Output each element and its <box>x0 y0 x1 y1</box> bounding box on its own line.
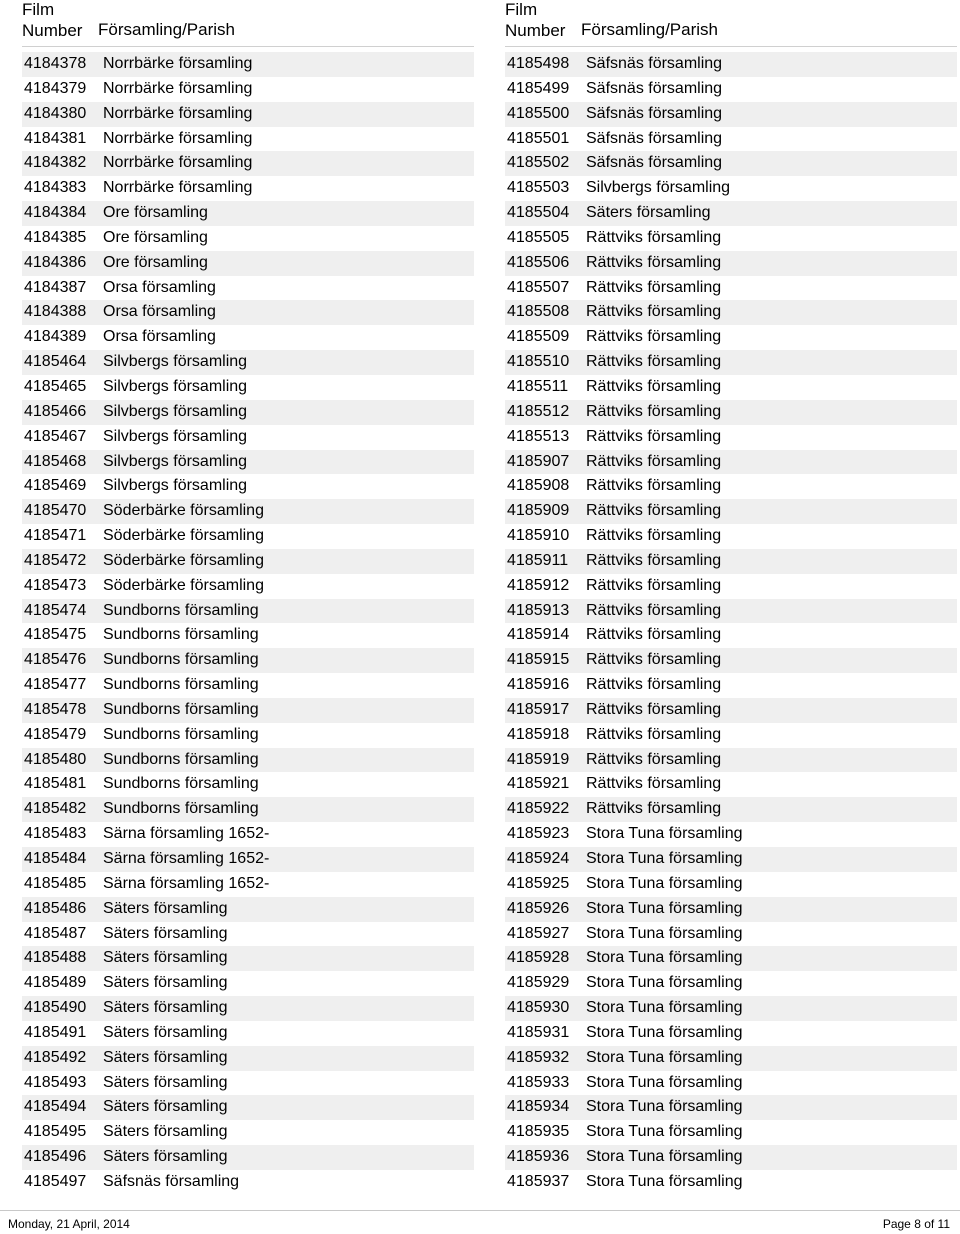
parish-name: Söderbärke församling <box>103 551 264 569</box>
table-row <box>505 102 957 127</box>
film-number: 4185467 <box>24 427 87 445</box>
table-row <box>505 772 957 797</box>
parish-name: Säters församling <box>103 899 228 917</box>
parish-name: Orsa församling <box>103 278 216 296</box>
film-number: 4184389 <box>24 328 87 346</box>
table-row <box>22 524 474 549</box>
parish-name: Norrbärke församling <box>103 104 253 122</box>
film-number: 4185481 <box>24 775 87 793</box>
film-number: 4185498 <box>507 55 570 72</box>
film-number: 4184388 <box>24 303 87 321</box>
parish-name: Silvbergs församling <box>103 452 248 470</box>
table-row <box>505 549 957 574</box>
film-number: 4185468 <box>24 452 87 470</box>
table-row <box>22 1120 474 1145</box>
table-row <box>505 450 957 475</box>
film-number: 4184381 <box>24 129 87 147</box>
parish-name: Ore församling <box>103 253 208 271</box>
parish-name: Silvbergs församling <box>103 427 248 445</box>
parish-name: Söderbärke församling <box>103 576 264 594</box>
table-row <box>22 375 474 400</box>
table-row <box>22 822 474 847</box>
film-number: 4185496 <box>24 1148 87 1166</box>
table-row <box>22 996 474 1021</box>
parish-name: Stora Tuna församling <box>586 1073 743 1091</box>
table-row <box>505 723 957 748</box>
parish-name: Söderbärke församling <box>103 502 264 520</box>
film-number: 4185510 <box>507 353 570 371</box>
film-number: 4185478 <box>24 700 87 718</box>
parish-name: Sundborns församling <box>103 626 259 644</box>
parish-name: Rättviks församling <box>586 700 722 718</box>
film-number: 4185484 <box>24 850 87 867</box>
table-row <box>505 822 957 847</box>
table-row <box>22 276 474 301</box>
film-number: 4185931 <box>507 1023 570 1041</box>
table-row <box>505 648 957 673</box>
parish-name: Stora Tuna församling <box>586 999 743 1017</box>
table-row <box>505 176 957 201</box>
parish-name: Rättviks församling <box>586 353 722 371</box>
film-number: 4185499 <box>507 79 570 97</box>
parish-name: Rättviks församling <box>586 576 722 594</box>
footer-page-number: Page 8 of 11 <box>882 1217 950 1231</box>
film-number: 4185933 <box>507 1073 570 1091</box>
film-number: 4185473 <box>24 576 87 594</box>
film-number: 4185512 <box>507 402 570 420</box>
number-header-label: Number <box>22 21 83 40</box>
parish-name: Säfsnäs församling <box>586 55 723 72</box>
film-number: 4185494 <box>24 1098 87 1116</box>
parish-name: Stora Tuna församling <box>586 874 743 892</box>
parish-name: Sundborns församling <box>103 800 259 818</box>
film-number: 4185924 <box>507 850 570 867</box>
film-number: 4185910 <box>507 527 570 545</box>
parish-name: Stora Tuna församling <box>586 850 743 867</box>
parish-name: Stora Tuna församling <box>586 1098 743 1116</box>
table-row <box>505 623 957 648</box>
parish-name: Säters församling <box>103 949 228 967</box>
film-number: 4185921 <box>507 775 570 793</box>
film-number: 4185465 <box>24 377 87 395</box>
parish-name: Stora Tuna församling <box>586 924 743 942</box>
parish-name: Rättviks församling <box>586 303 722 321</box>
film-number: 4185497 <box>24 1172 87 1190</box>
parish-name: Säfsnäs församling <box>586 154 723 172</box>
film-number: 4185936 <box>507 1148 570 1166</box>
table-row <box>22 127 474 152</box>
parish-name: Sundborns församling <box>103 676 259 694</box>
parish-name: Orsa församling <box>103 303 216 321</box>
parish-name: Silvbergs församling <box>103 377 248 395</box>
film-number: 4185493 <box>24 1073 87 1091</box>
table-row <box>505 127 957 152</box>
table-row <box>22 425 474 450</box>
table-row <box>22 599 474 624</box>
table-row <box>505 748 957 773</box>
parish-name: Säters församling <box>103 1048 228 1066</box>
film-header-label: Film <box>505 0 538 19</box>
film-number: 4185926 <box>507 899 570 917</box>
left-rows <box>22 52 474 1195</box>
film-number: 4185935 <box>507 1123 570 1141</box>
parish-name: Stora Tuna församling <box>586 974 743 992</box>
parish-name: Rättviks församling <box>586 626 722 644</box>
table-row <box>22 673 474 698</box>
parish-name: Norrbärke församling <box>103 179 253 197</box>
film-number: 4185495 <box>24 1123 87 1141</box>
table-row <box>505 77 957 102</box>
table-row <box>22 474 474 499</box>
table-row <box>505 1071 957 1096</box>
film-number: 4185479 <box>24 725 87 743</box>
table-row <box>505 872 957 897</box>
parish-name: Rättviks församling <box>586 452 722 470</box>
table-row <box>22 847 474 872</box>
film-number: 4185482 <box>24 800 87 818</box>
film-number: 4185509 <box>507 328 570 346</box>
parish-name: Söderbärke församling <box>103 527 264 545</box>
parish-name: Rättviks församling <box>586 750 722 768</box>
table-row <box>505 946 957 971</box>
table-row <box>22 450 474 475</box>
table-row <box>22 1046 474 1071</box>
footer-divider <box>0 1210 960 1211</box>
table-row <box>505 1095 957 1120</box>
table-row <box>505 499 957 524</box>
table-row <box>505 971 957 996</box>
parish-name: Rättviks församling <box>586 377 722 395</box>
table-row <box>505 797 957 822</box>
film-number: 4185472 <box>24 551 87 569</box>
film-number: 4185487 <box>24 924 87 942</box>
parish-name: Norrbärke församling <box>103 79 253 97</box>
table-row <box>22 1170 474 1195</box>
film-number: 4185476 <box>24 651 87 669</box>
parish-name: Säters församling <box>103 1098 228 1116</box>
parish-name: Säfsnäs församling <box>103 1172 240 1190</box>
table-row <box>505 897 957 922</box>
table-row <box>22 350 474 375</box>
film-number: 4185500 <box>507 104 570 122</box>
number-header-label: Number <box>505 21 566 40</box>
parish-name: Särna församling 1652- <box>103 850 270 867</box>
table-row <box>22 499 474 524</box>
table-row <box>505 474 957 499</box>
parish-name: Stora Tuna församling <box>586 899 743 917</box>
film-number: 4185491 <box>24 1023 87 1041</box>
parish-name: Rättviks församling <box>586 676 722 694</box>
film-number: 4185466 <box>24 402 87 420</box>
table-row <box>22 1071 474 1096</box>
table-row <box>22 922 474 947</box>
film-number: 4185928 <box>507 949 570 967</box>
table-row <box>505 201 957 226</box>
parish-name: Rättviks församling <box>586 328 722 346</box>
film-number: 4185916 <box>507 676 570 694</box>
table-row <box>505 524 957 549</box>
film-number: 4184384 <box>24 204 87 222</box>
parish-name: Ore församling <box>103 228 208 246</box>
film-header-label: Film <box>22 0 55 19</box>
parish-name: Stora Tuna församling <box>586 1172 743 1190</box>
parish-header-label: Församling/Parish <box>98 20 235 39</box>
parish-name: Stora Tuna församling <box>586 1023 743 1041</box>
film-number: 4185503 <box>507 179 570 197</box>
table-row <box>22 1145 474 1170</box>
table-row <box>505 1021 957 1046</box>
film-number: 4184385 <box>24 228 87 246</box>
film-number: 4185917 <box>507 700 570 718</box>
column-header <box>505 0 957 47</box>
film-number: 4185511 <box>507 377 569 395</box>
parish-name: Sundborns församling <box>103 700 259 718</box>
film-number: 4185485 <box>24 874 87 892</box>
parish-name: Rättviks församling <box>586 775 722 793</box>
parish-name: Sundborns församling <box>103 750 259 768</box>
parish-name: Rättviks församling <box>586 427 722 445</box>
table-row <box>22 1095 474 1120</box>
film-number: 4185508 <box>507 303 570 321</box>
table-row <box>22 52 474 77</box>
table-row <box>505 375 957 400</box>
parish-name: Rättviks församling <box>586 800 722 818</box>
parish-name: Sundborns församling <box>103 601 259 619</box>
parish-name: Säters församling <box>103 974 228 992</box>
table-row <box>22 623 474 648</box>
table-row <box>22 971 474 996</box>
table-row <box>22 1021 474 1046</box>
table-row <box>505 276 957 301</box>
film-number: 4185507 <box>507 278 570 296</box>
parish-name: Säters församling <box>103 924 228 942</box>
table-row <box>22 400 474 425</box>
parish-name: Rättviks församling <box>586 228 722 246</box>
film-number: 4185480 <box>24 750 87 768</box>
film-number: 4185488 <box>24 949 87 967</box>
parish-name: Stora Tuna församling <box>586 1148 743 1166</box>
parish-name: Särna församling 1652- <box>103 874 270 892</box>
table-row <box>505 425 957 450</box>
film-number: 4185492 <box>24 1048 87 1066</box>
parish-name: Rättviks församling <box>586 527 722 545</box>
table-row <box>22 77 474 102</box>
parish-name: Säters församling <box>103 1148 228 1166</box>
parish-name: Norrbärke församling <box>103 55 253 72</box>
table-row <box>22 723 474 748</box>
film-number: 4185922 <box>507 800 570 818</box>
right-column <box>505 0 957 1190</box>
film-number: 4185937 <box>507 1172 570 1190</box>
table-row <box>22 300 474 325</box>
parish-name: Rättviks församling <box>586 278 722 296</box>
film-number: 4185474 <box>24 601 87 619</box>
table-row <box>505 574 957 599</box>
table-row <box>505 400 957 425</box>
table-row <box>22 549 474 574</box>
table-row <box>22 102 474 127</box>
parish-name: Norrbärke församling <box>103 129 253 147</box>
parish-name: Silvbergs församling <box>103 477 248 495</box>
film-number: 4185914 <box>507 626 570 644</box>
film-number: 4184382 <box>24 154 87 172</box>
parish-name: Stora Tuna församling <box>586 1048 743 1066</box>
table-row <box>22 698 474 723</box>
parish-header-label: Församling/Parish <box>581 20 718 39</box>
table-row <box>22 897 474 922</box>
parish-name: Rättviks församling <box>586 725 722 743</box>
film-number: 4185504 <box>507 204 570 222</box>
table-row <box>505 673 957 698</box>
film-number: 4184378 <box>24 55 87 72</box>
table-row <box>505 226 957 251</box>
table-row <box>505 1170 957 1195</box>
parish-name: Orsa församling <box>103 328 216 346</box>
table-row <box>505 599 957 624</box>
film-number: 4185477 <box>24 676 87 694</box>
parish-name: Rättviks församling <box>586 601 722 619</box>
table-row <box>505 251 957 276</box>
film-number: 4184379 <box>24 79 87 97</box>
parish-name: Stora Tuna församling <box>586 949 743 967</box>
parish-name: Säfsnäs församling <box>586 104 723 122</box>
table-row <box>22 201 474 226</box>
column-header <box>22 0 474 47</box>
parish-name: Rättviks församling <box>586 502 722 520</box>
film-number: 4185919 <box>507 750 570 768</box>
table-row <box>22 946 474 971</box>
film-number: 4184383 <box>24 179 87 197</box>
parish-name: Silvbergs församling <box>103 353 248 371</box>
table-row <box>505 1120 957 1145</box>
table-row <box>505 847 957 872</box>
parish-name: Säfsnäs församling <box>586 129 723 147</box>
table-row <box>22 797 474 822</box>
film-number: 4185909 <box>507 502 570 520</box>
parish-name: Säters församling <box>103 1023 228 1041</box>
film-number: 4185911 <box>507 551 569 569</box>
parish-name: Stora Tuna församling <box>586 1123 743 1141</box>
parish-name: Norrbärke församling <box>103 154 253 172</box>
parish-name: Särna församling 1652- <box>103 825 270 843</box>
film-number: 4185912 <box>507 576 570 594</box>
left-column <box>22 0 474 1190</box>
film-number: 4185486 <box>24 899 87 917</box>
film-number: 4185470 <box>24 502 87 520</box>
parish-name: Rättviks församling <box>586 651 722 669</box>
table-row <box>22 772 474 797</box>
parish-name: Säters församling <box>103 1123 228 1141</box>
right-rows <box>505 52 957 1195</box>
table-row <box>505 300 957 325</box>
parish-name: Rättviks församling <box>586 253 722 271</box>
table-row <box>505 52 957 77</box>
film-number: 4185464 <box>24 353 87 371</box>
parish-name: Rättviks församling <box>586 551 722 569</box>
table-row <box>22 151 474 176</box>
table-row <box>22 226 474 251</box>
film-number: 4185513 <box>507 427 570 445</box>
parish-name: Säters församling <box>103 1073 228 1091</box>
film-number: 4185501 <box>507 129 570 147</box>
parish-name: Silvbergs församling <box>103 402 248 420</box>
film-number: 4185489 <box>24 974 87 992</box>
film-number: 4185915 <box>507 651 570 669</box>
film-number: 4185483 <box>24 825 87 843</box>
table-row <box>22 325 474 350</box>
table-row <box>505 922 957 947</box>
parish-name: Sundborns församling <box>103 651 259 669</box>
parish-name: Rättviks församling <box>586 402 722 420</box>
table-row <box>22 574 474 599</box>
table-row <box>505 350 957 375</box>
film-number: 4185932 <box>507 1048 570 1066</box>
film-number: 4185925 <box>507 874 570 892</box>
table-row <box>22 176 474 201</box>
table-row <box>505 325 957 350</box>
film-number: 4185930 <box>507 999 570 1017</box>
film-number: 4184387 <box>24 278 87 296</box>
table-row <box>505 1145 957 1170</box>
film-number: 4185907 <box>507 452 570 470</box>
parish-name: Säters församling <box>586 204 711 222</box>
film-number: 4185927 <box>507 924 570 942</box>
parish-name: Säfsnäs församling <box>586 79 723 97</box>
film-number: 4185934 <box>507 1098 570 1116</box>
parish-name: Stora Tuna församling <box>586 825 743 843</box>
table-row <box>22 872 474 897</box>
film-number: 4185908 <box>507 477 570 495</box>
table-row <box>505 698 957 723</box>
parish-name: Säters församling <box>103 999 228 1017</box>
film-number: 4185918 <box>507 725 570 743</box>
parish-name: Sundborns församling <box>103 775 259 793</box>
table-row <box>22 648 474 673</box>
parish-name: Ore församling <box>103 204 208 222</box>
film-number: 4185471 <box>24 527 87 545</box>
parish-name: Rättviks församling <box>586 477 722 495</box>
parish-name: Silvbergs församling <box>586 179 731 197</box>
film-number: 4184380 <box>24 104 87 122</box>
film-number: 4185505 <box>507 228 570 246</box>
film-number: 4185929 <box>507 974 570 992</box>
film-number: 4185913 <box>507 601 570 619</box>
footer-date: Monday, 21 April, 2014 <box>8 1217 130 1231</box>
film-number: 4185469 <box>24 477 87 495</box>
table-row <box>505 996 957 1021</box>
film-number: 4185506 <box>507 253 570 271</box>
table-row <box>22 251 474 276</box>
film-number: 4185475 <box>24 626 87 644</box>
table-row <box>22 748 474 773</box>
parish-name: Sundborns församling <box>103 725 259 743</box>
film-number: 4185490 <box>24 999 87 1017</box>
film-number: 4185923 <box>507 825 570 843</box>
film-number: 4184386 <box>24 253 87 271</box>
film-number: 4185502 <box>507 154 570 172</box>
table-row <box>505 151 957 176</box>
table-row <box>505 1046 957 1071</box>
